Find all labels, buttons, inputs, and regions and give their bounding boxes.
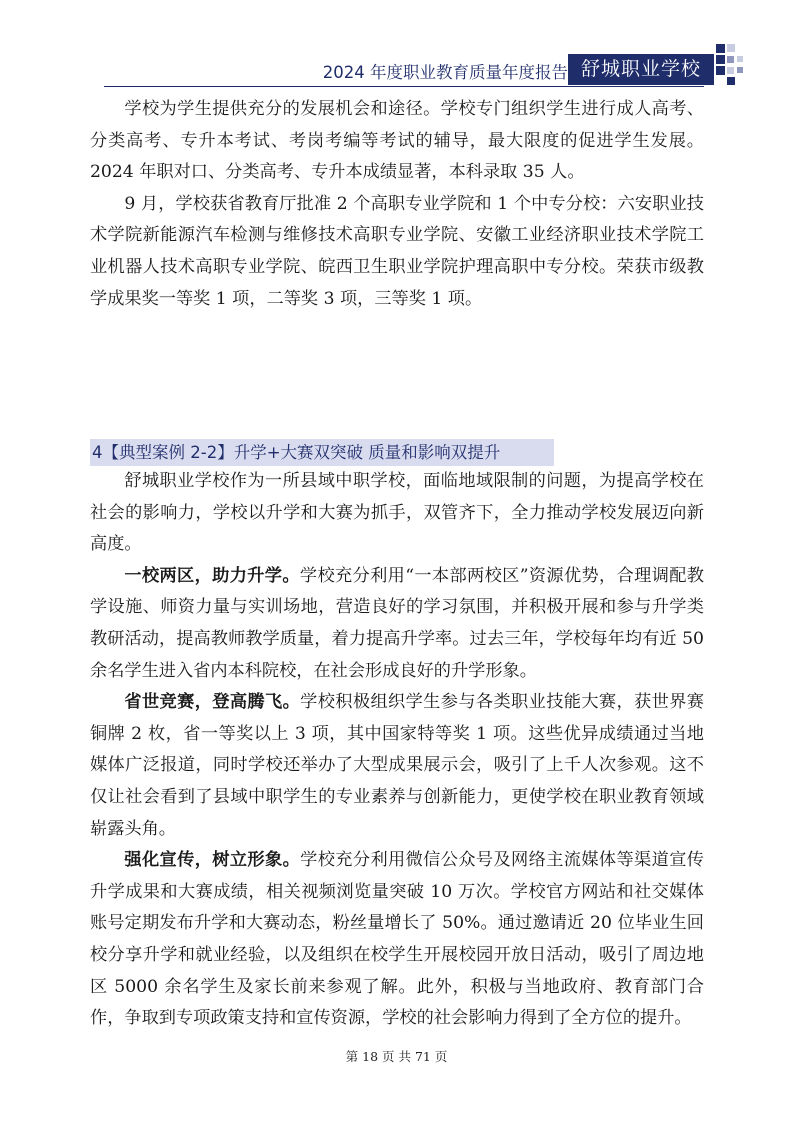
case-section-3 [90, 845, 704, 1035]
paragraph-development: 学校为学生提供充分的发展机会和途径。学校专门组织学生进行成人高考、分类高考、专升本考试、考岗考编等考试的辅导，最大限度的促进学生发展。2024 年职对口、分类高考、专升本成绩显著，本科录取 35 人。 [90, 99, 704, 183]
section-lead: 强化宣传，树立形象。 [124, 850, 301, 871]
section-text: 学校积极组织学生参与各类职业技能大赛，获世界赛铜牌 2 枚，省一等奖以上 3 项，其中国家特等奖 1 项。这些优异成绩通过当地媒体广泛报道，同时学校还举办了大型成果展示会，吸引了上千人次参观。这不仅让社会看到了县域中职学生的专业素养与创新能力，更使学校在职业教育领域崭露头角。 [90, 692, 704, 839]
intro-paragraphs [90, 94, 704, 315]
school-name-badge: 舒城职业学校 [568, 54, 714, 85]
header-rule [104, 86, 704, 87]
case-body [90, 466, 704, 1035]
section-text: 学校充分利用微信公众号及网络主流媒体等渠道宣传升学成果和大赛成绩，相关视频浏览量突破 10 万次。学校官方网站和社交媒体账号定期发布升学和大赛动态，粉丝量增长了 50%。通过邀请近 20 位毕业生回校分享升学和就业经验，以及组织在校学生开展校园开放日活动，吸引了周边地区 5000 余名学生及家长前来参观了解。此外，积极与当地政府、教育部门合作，争取到专项政策支持和宣传资源，学校的社会影响力得到了全方位的提升。 [90, 850, 704, 1029]
section-lead: 一校两区，助力升学。 [124, 565, 300, 586]
paragraph-colleges: 9 月，学校获省教育厅批准 2 个高职专业学院和 1 个中专分校：六安职业技术学院新能源汽车检测与维修技术高职专业学院、安徽工业经济职业技术学院工业机器人技术高职专业学院、皖西卫生职业学院护理高职中专分校。荣获市级教学成果奖一等奖 1 项，二等奖 3 项，三等奖 1 项。 [90, 193, 704, 309]
page-number: 第 18 页 共 71 页 [345, 1049, 448, 1064]
section-text: 学校充分利用“一本部两校区”资源优势，合理调配教学设施、师资力量与实训场地，营造良好的学习氛围，并积极开展和参与升学类教研活动，提高教师教学质量，着力提高升学率。过去三年，学校每年均有近 50 余名学生进入省内本科院校，在社会形成良好的升学形象。 [90, 565, 704, 681]
report-title: 2024 年度职业教育质量年度报告 [322, 63, 568, 82]
case-section-2 [90, 687, 704, 845]
case-intro: 舒城职业学校作为一所县域中职学校，面临地域限制的问题，为提高学校在社会的影响力，学校以升学和大赛为抓手，双管齐下，全力推动学校发展迈向新高度。 [90, 471, 704, 555]
section-lead: 省世竞赛，登高腾飞。 [124, 692, 301, 713]
case-heading: 4【典型案例 2-2】升学+大赛双突破 质量和影响双提升 [90, 439, 554, 466]
case-section-1 [90, 561, 704, 687]
